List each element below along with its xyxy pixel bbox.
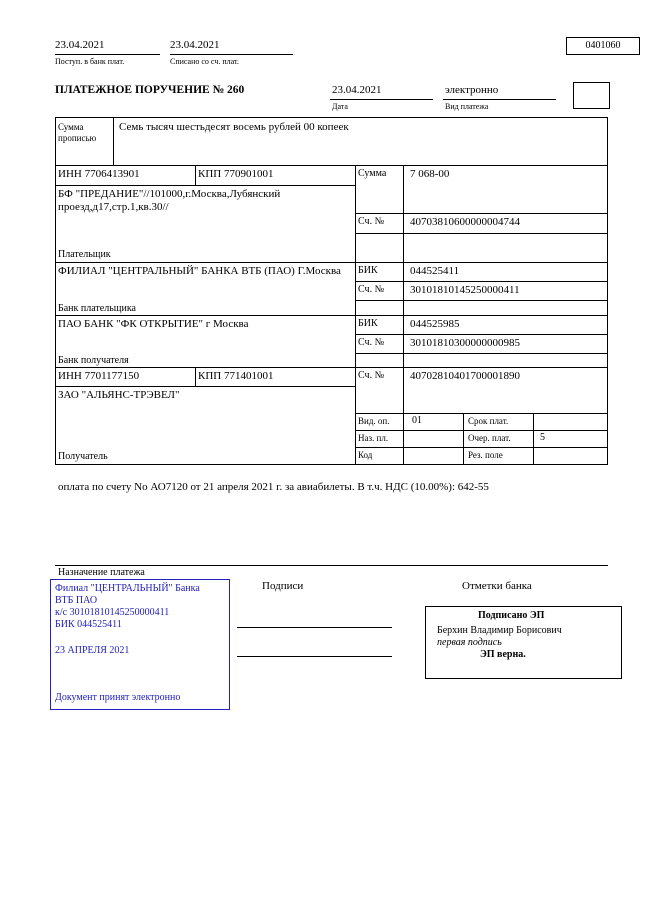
- signature-line: [237, 627, 392, 628]
- stamp-line: Филиал "ЦЕНТРАЛЬНЫЙ" Банка: [55, 583, 200, 594]
- divider-line: [55, 185, 355, 186]
- op-type-value: 01: [412, 415, 422, 426]
- beneficiary-name: ЗАО "АЛЬЯНС-ТРЭВЕЛ": [58, 389, 180, 401]
- payer-bank-caption: Банк плательщика: [58, 303, 136, 314]
- beneficiary-bank-account: 30101810300000000985: [410, 337, 520, 349]
- payer-account-caption: Сч. №: [358, 216, 385, 227]
- received-date-caption: Поступ. в банк плат.: [55, 57, 125, 66]
- priority-value: 5: [540, 432, 545, 443]
- payer-bank-bik: 044525411: [410, 265, 460, 277]
- payer-account: 40703810600000004744: [410, 216, 520, 228]
- stamp-line: 23 АПРЕЛЯ 2021: [55, 645, 130, 656]
- beneficiary-account: 40702810401700001890: [410, 370, 520, 382]
- purpose-caption: Назначение платежа: [58, 567, 145, 578]
- signer-name: Берхин Владимир Борисович: [437, 625, 562, 636]
- beneficiary-bank-account-caption: Сч. №: [358, 337, 385, 348]
- signature-line: [237, 656, 392, 657]
- divider-line: [533, 413, 534, 464]
- term-caption: Срок плат.: [468, 416, 509, 426]
- title-empty-box: [573, 82, 610, 109]
- payer-bank-account: 30101810145250000411: [410, 284, 520, 296]
- divider-line: [195, 367, 196, 386]
- payer-bank-name: ФИЛИАЛ "ЦЕНТРАЛЬНЫЙ" БАНКА ВТБ (ПАО) Г.Москва: [58, 265, 341, 277]
- stamp-line: ВТБ ПАО: [55, 595, 98, 606]
- sum-caption: Сумма: [358, 168, 387, 179]
- received-date-underline: [55, 54, 160, 55]
- payer-bank-account-caption: Сч. №: [358, 284, 385, 295]
- document-date: 23.04.2021: [332, 84, 382, 96]
- divider-line: [55, 262, 608, 263]
- signature-kind: первая подпись: [437, 637, 502, 648]
- divider-line: [55, 386, 355, 387]
- divider-line: [355, 430, 608, 431]
- divider-line: [355, 233, 608, 234]
- document-date-caption: Дата: [332, 102, 348, 111]
- divider-line: [55, 367, 608, 368]
- divider-line: [355, 353, 608, 354]
- divider-line: [355, 334, 608, 335]
- table-bottom-border: [55, 464, 608, 465]
- stamp-line: БИК 044525411: [55, 619, 122, 630]
- signatures-caption: Подписи: [262, 580, 304, 592]
- sum-value: 7 068-00: [410, 168, 450, 180]
- bank-marks-caption: Отметки банка: [462, 580, 532, 592]
- payer-inn: ИНН 7706413901: [58, 168, 140, 180]
- beneficiary-bank-bik-caption: БИК: [358, 318, 378, 329]
- amount-words-value: Семь тысяч шестьдесят восемь рублей 00 копеек: [119, 121, 349, 133]
- divider-line: [113, 117, 114, 165]
- beneficiary-bank-name: ПАО БАНК "ФК ОТКРЫТИЕ" г Москва: [58, 318, 249, 330]
- form-code-box: [566, 37, 640, 55]
- table-right-border: [607, 117, 608, 464]
- beneficiary-inn: ИНН 7701177150: [58, 370, 140, 382]
- divider-line: [355, 165, 356, 464]
- document-title: ПЛАТЕЖНОЕ ПОРУЧЕНИЕ № 260: [55, 84, 245, 96]
- beneficiary-account-caption: Сч. №: [358, 370, 385, 381]
- debited-date-caption: Списано со сч. плат.: [170, 57, 239, 66]
- payer-bank-bik-caption: БИК: [358, 265, 378, 276]
- signature-verified: ЭП верна.: [480, 649, 526, 660]
- debited-date: 23.04.2021: [170, 39, 220, 51]
- payer-name: БФ "ПРЕДАНИЕ"//101000,г.Москва,Лубянский проезд,д17,стр.1,кв.30//: [58, 188, 281, 214]
- divider-line: [195, 165, 196, 185]
- divider-line: [55, 315, 608, 316]
- stamp-line: Документ принят электронно: [55, 692, 181, 703]
- divider-line: [403, 165, 404, 464]
- payer-caption: Плательщик: [58, 249, 111, 260]
- beneficiary-bank-bik: 044525985: [410, 318, 460, 330]
- beneficiary-caption: Получатель: [58, 451, 108, 462]
- beneficiary-kpp: КПП 771401001: [198, 370, 274, 382]
- signed-title: Подписано ЭП: [478, 610, 545, 621]
- document-date-underline: [330, 99, 433, 100]
- received-date: 23.04.2021: [55, 39, 105, 51]
- purpose-underline: [55, 565, 608, 566]
- form-code: 0401060: [585, 40, 621, 51]
- payment-kind: электронно: [445, 84, 499, 96]
- table-left-border: [55, 117, 56, 464]
- payment-kind-underline: [443, 99, 556, 100]
- payer-kpp: КПП 770901001: [198, 168, 274, 180]
- beneficiary-bank-caption: Банк получателя: [58, 355, 129, 366]
- divider-line: [355, 447, 608, 448]
- purpose-code-caption: Наз. пл.: [358, 433, 389, 443]
- debited-date-underline: [170, 54, 293, 55]
- divider-line: [55, 165, 608, 166]
- reserve-caption: Рез. поле: [468, 450, 503, 460]
- divider-line: [355, 413, 608, 414]
- code-caption: Код: [358, 450, 373, 460]
- divider-line: [355, 281, 608, 282]
- divider-line: [55, 117, 608, 118]
- divider-line: [463, 413, 464, 464]
- payment-kind-caption: Вид платежа: [445, 102, 489, 111]
- divider-line: [355, 300, 608, 301]
- amount-words-caption: Сумма прописью: [58, 122, 97, 143]
- op-type-caption: Вид. оп.: [358, 416, 390, 426]
- priority-caption: Очер. плат.: [468, 433, 511, 443]
- stamp-line: к/с 30101810145250000411: [55, 607, 170, 618]
- purpose-text: оплата по счету No АО7120 от 21 апреля 2021 г. за авиабилеты. В т.ч. НДС (10.00%): 642-55: [58, 481, 489, 493]
- divider-line: [355, 213, 608, 214]
